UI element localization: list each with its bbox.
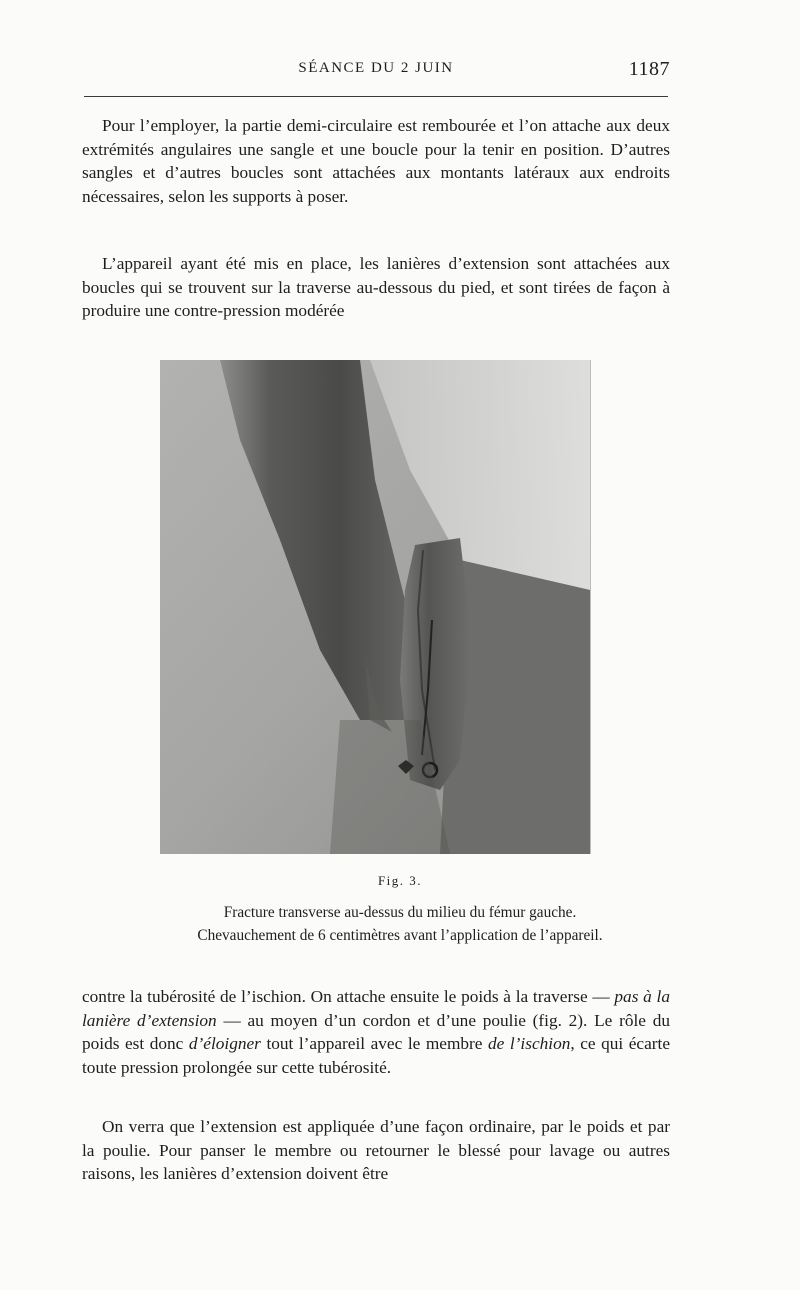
paragraph-1: Pour l’employer, la partie demi-circulaire est rembourée et l’on attache aux deux extrémités angulaires une sangle et une boucle pour la tenir en position. D’autres sangles et d’autres boucles sont attachées aux montants latéraux aux endroits nécessaires, selon les supports à poser. — [82, 116, 670, 206]
xray-figure — [160, 360, 591, 854]
paragraph-3-emphasis-1: pas à la lanière d’extension — [82, 987, 670, 1030]
figure-caption-line-1: Fracture transverse au-dessus du milieu du fémur gauche. — [223, 904, 577, 921]
page-number: 1187 — [628, 58, 670, 80]
paragraph-3-text-2: — au moyen d’un cordon et d’une poulie (fig. 2). Le rôle du poids est donc — [82, 1010, 670, 1054]
figure-label: Fig. 3. — [377, 873, 423, 888]
header-rule — [84, 96, 668, 97]
figure-caption-line-2: Chevauchement de 6 centimètres avant l’application de l’appareil. — [197, 927, 603, 944]
paragraph-2: L’appareil ayant été mis en place, les lanières d’extension sont attachées aux boucles qui se trouvent sur la traverse au-dessous du pied, et sont tirées de façon à produire une contre-pression modérée — [82, 254, 670, 321]
paragraph-3 — [82, 985, 670, 1079]
paragraph-3-emphasis-2: d’éloigner — [188, 1034, 261, 1054]
page-header — [82, 58, 670, 88]
paragraph-4: On verra que l’extension est appliquée d’une façon ordinaire, par le poids et par la poulie. Pour panser le membre ou retourner le blessé pour lavage ou autres raisons, les lanières d’extension doivent être — [82, 1117, 670, 1184]
running-title: SÉANCE DU 2 JUIN — [298, 60, 454, 76]
paragraph-3-text-1: contre la tubérosité de l’ischion. On attache ensuite le poids à la traverse — — [82, 987, 615, 1006]
paragraph-3-text-4: , ce qui écarte toute pression prolongée sur cette tubérosité. — [82, 1034, 670, 1077]
xray-image — [160, 360, 590, 854]
paragraph-3-text-3: tout l’appareil avec le membre — [260, 1034, 489, 1054]
paragraph-3-emphasis-3: de l’ischion — [488, 1034, 571, 1054]
